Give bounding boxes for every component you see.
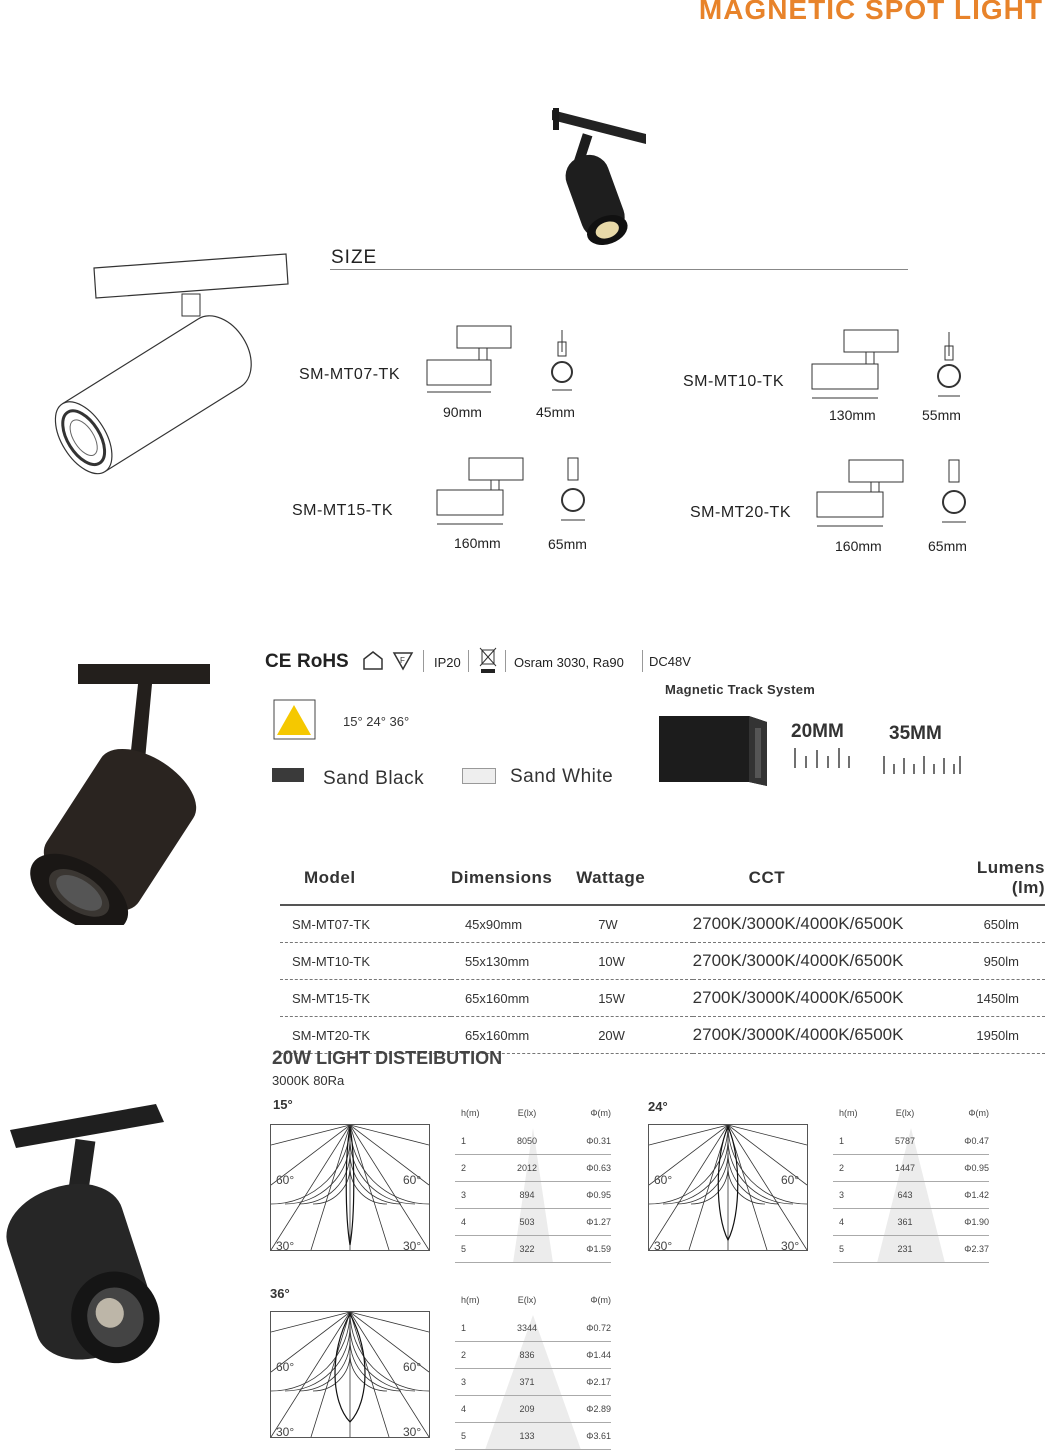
th-height: h(m)	[461, 1295, 480, 1305]
polar-label-60-right: 60°	[403, 1360, 422, 1374]
distribution-wattage: 20W	[272, 1048, 312, 1069]
ce-mark: CE	[265, 651, 292, 672]
th-height: h(m)	[461, 1108, 480, 1118]
th-lux: E(lx)	[895, 1108, 915, 1118]
panel-angle-15: 15°	[273, 1097, 293, 1112]
cell-diameter: Φ0.95	[964, 1163, 989, 1173]
polar-label-60-right: 60°	[781, 1173, 800, 1187]
cell-model: SM-MT10-TK	[280, 943, 451, 980]
cell-height: 1	[461, 1136, 467, 1146]
track-title: Magnetic Track System	[665, 682, 816, 697]
polar-label-30-right: 30°	[403, 1239, 422, 1253]
cell-lumens: 1950lm	[976, 1017, 1045, 1054]
cell-diameter: Φ0.47	[964, 1136, 989, 1146]
cell-model: SM-MT20-TK	[280, 1017, 451, 1054]
distribution-heading: LIGHT DISTEIBUTION	[316, 1048, 503, 1068]
lux-row	[833, 1128, 989, 1155]
distribution-subtitle: 3000K 80Ra	[272, 1073, 345, 1088]
polar-diagram-36	[270, 1311, 430, 1438]
sand-white-swatch	[462, 768, 496, 784]
cell-wattage: 7W	[576, 905, 692, 943]
size-divider	[330, 269, 908, 270]
cell-height: 5	[461, 1431, 467, 1441]
col-lumens: Lumens (lm)	[976, 852, 1045, 905]
size-model-2: SM-MT10-TK	[683, 373, 784, 390]
th-lux: E(lx)	[517, 1108, 537, 1118]
cell-height: 4	[839, 1217, 845, 1227]
polar-label-30-left: 30°	[276, 1239, 295, 1253]
cell-lux: 1447	[894, 1163, 916, 1173]
size-length-3: 160mm	[454, 535, 501, 551]
cert-separator	[642, 650, 643, 672]
size-diameter-4: 65mm	[928, 538, 967, 554]
size-model-3: SM-MT15-TK	[292, 502, 393, 519]
cell-dimensions: 65x160mm	[451, 980, 576, 1017]
lux-row	[833, 1209, 989, 1236]
cell-height: 4	[461, 1217, 467, 1227]
panel-angle-24: 24°	[648, 1099, 668, 1114]
cell-lux: 2012	[516, 1163, 538, 1173]
lux-table-15	[455, 1108, 611, 1263]
cell-height: 5	[839, 1244, 845, 1254]
product-photo-bottom	[6, 1100, 176, 1370]
line-drawing-large	[30, 250, 300, 500]
lux-row	[455, 1209, 611, 1236]
cell-diameter: Φ0.63	[586, 1163, 611, 1173]
cell-dimensions: 55x130mm	[451, 943, 576, 980]
lux-row	[455, 1315, 611, 1342]
led-source: Osram 3030, Ra90	[514, 655, 624, 670]
cell-cct: 2700K/3000K/4000K/6500K	[693, 943, 977, 980]
lux-row	[833, 1155, 989, 1182]
cell-height: 5	[461, 1244, 467, 1254]
product-photo-middle	[30, 660, 215, 925]
lux-row	[455, 1369, 611, 1396]
col-cct: CCT	[693, 852, 977, 905]
lux-row	[455, 1236, 611, 1263]
cert-separator	[505, 650, 506, 672]
cell-diameter: Φ3.61	[586, 1431, 611, 1441]
cell-diameter: Φ1.59	[586, 1244, 611, 1254]
cell-lux: 209	[519, 1404, 535, 1414]
size-length-2: 130mm	[829, 407, 876, 423]
cell-height: 3	[839, 1190, 845, 1200]
cell-diameter: Φ0.31	[586, 1136, 611, 1146]
cert-separator	[423, 650, 424, 672]
spec-table	[280, 852, 1045, 1054]
cell-cct: 2700K/3000K/4000K/6500K	[693, 980, 977, 1017]
spec-header-row	[280, 852, 1045, 905]
lux-row	[455, 1155, 611, 1182]
size-drawing-3	[435, 454, 600, 534]
polar-label-30-right: 30°	[781, 1239, 800, 1253]
cell-lux: 3344	[516, 1323, 538, 1333]
size-model-1: SM-MT07-TK	[299, 366, 400, 383]
beam-angle-icon	[273, 699, 317, 741]
cell-height: 1	[461, 1323, 467, 1333]
page-title: MAGNETIC SPOT LIGHT	[698, 0, 1043, 25]
polar-diagram-15	[270, 1124, 430, 1251]
size-drawing-2	[810, 326, 975, 406]
polar-label-30-left: 30°	[276, 1425, 295, 1439]
th-diameter: Φ(m)	[968, 1108, 989, 1118]
sand-black-swatch	[272, 768, 304, 782]
size-label: SIZE	[331, 247, 378, 268]
cell-height: 2	[461, 1163, 467, 1173]
col-model: Model	[280, 852, 451, 905]
cell-lux: 5787	[894, 1136, 916, 1146]
polar-label-60-left: 60°	[276, 1173, 295, 1187]
cell-lux: 8050	[516, 1136, 538, 1146]
track-20mm-label: 20MM	[791, 721, 844, 742]
size-diameter-3: 65mm	[548, 536, 587, 552]
cell-model: SM-MT07-TK	[280, 905, 451, 943]
voltage: DC48V	[649, 654, 691, 669]
cell-cct: 2700K/3000K/4000K/6500K	[693, 905, 977, 943]
cell-wattage: 10W	[576, 943, 692, 980]
cell-diameter: Φ1.44	[586, 1350, 611, 1360]
table-row	[280, 905, 1045, 943]
cell-diameter: Φ1.90	[964, 1217, 989, 1227]
rohs-mark: RoHS	[297, 651, 349, 672]
cell-wattage: 20W	[576, 1017, 692, 1054]
cell-height: 2	[461, 1350, 467, 1360]
table-row	[280, 943, 1045, 980]
svg-text:F: F	[400, 656, 405, 665]
track-35mm-label: 35MM	[889, 723, 942, 744]
th-height: h(m)	[839, 1108, 858, 1118]
size-diameter-2: 55mm	[922, 407, 961, 423]
polar-label-60-left: 60°	[276, 1360, 295, 1374]
polar-label-60-left: 60°	[654, 1173, 673, 1187]
cell-height: 4	[461, 1404, 467, 1414]
weee-icon	[478, 646, 498, 674]
cell-diameter: Φ2.89	[586, 1404, 611, 1414]
distribution-title	[272, 1048, 502, 1070]
cell-diameter: Φ2.17	[586, 1377, 611, 1387]
lux-table-36	[455, 1295, 611, 1450]
table-row	[280, 980, 1045, 1017]
cell-lux: 133	[519, 1431, 535, 1441]
cell-lumens: 1450lm	[976, 980, 1045, 1017]
cell-diameter: Φ1.27	[586, 1217, 611, 1227]
polar-label-30-right: 30°	[403, 1425, 422, 1439]
lux-row	[455, 1182, 611, 1209]
cell-dimensions: 65x160mm	[451, 1017, 576, 1054]
cell-diameter: Φ0.95	[586, 1190, 611, 1200]
cell-lux: 322	[519, 1244, 535, 1254]
size-drawing-1	[425, 322, 590, 397]
cell-dimensions: 45x90mm	[451, 905, 576, 943]
cell-model: SM-MT15-TK	[280, 980, 451, 1017]
cell-lux: 503	[519, 1217, 535, 1227]
col-wattage: Wattage	[576, 852, 692, 905]
cell-height: 2	[839, 1163, 845, 1173]
size-model-4: SM-MT20-TK	[690, 504, 791, 521]
track-20mm-profile	[790, 746, 852, 770]
size-drawing-4	[815, 456, 980, 536]
cell-lux: 231	[897, 1244, 913, 1254]
lux-row	[455, 1128, 611, 1155]
track-photo	[657, 710, 769, 790]
cell-height: 1	[839, 1136, 845, 1146]
lux-row	[455, 1396, 611, 1423]
lux-row	[833, 1236, 989, 1263]
beam-angles: 15° 24° 36°	[343, 714, 410, 729]
cell-lux: 643	[897, 1190, 913, 1200]
lux-row	[455, 1342, 611, 1369]
size-length-4: 160mm	[835, 538, 882, 554]
polar-label-30-left: 30°	[654, 1239, 673, 1253]
cell-lumens: 650lm	[976, 905, 1045, 943]
panel-angle-36: 36°	[270, 1286, 290, 1301]
polar-diagram-24	[648, 1124, 808, 1251]
ip-rating: IP20	[434, 655, 461, 670]
lux-row	[833, 1182, 989, 1209]
cell-lumens: 950lm	[976, 943, 1045, 980]
cell-lux: 836	[519, 1350, 535, 1360]
size-length-1: 90mm	[443, 404, 482, 420]
cell-diameter: Φ1.42	[964, 1190, 989, 1200]
sand-white-label: Sand White	[510, 766, 614, 787]
col-dimensions: Dimensions	[451, 852, 576, 905]
size-diameter-1: 45mm	[536, 404, 575, 420]
cell-wattage: 15W	[576, 980, 692, 1017]
cell-lux: 371	[519, 1377, 535, 1387]
th-diameter: Φ(m)	[590, 1295, 611, 1305]
cell-diameter: Φ0.72	[586, 1323, 611, 1333]
cell-diameter: Φ2.37	[964, 1244, 989, 1254]
sand-black-label: Sand Black	[323, 768, 425, 789]
lux-row	[455, 1423, 611, 1450]
product-photo-top	[548, 104, 648, 254]
cell-height: 3	[461, 1377, 467, 1387]
cell-cct: 2700K/3000K/4000K/6500K	[693, 1017, 977, 1054]
cell-height: 3	[461, 1190, 467, 1200]
th-lux: E(lx)	[517, 1295, 537, 1305]
class-icons	[362, 649, 414, 673]
cell-lux: 361	[897, 1217, 913, 1227]
polar-label-60-right: 60°	[403, 1173, 422, 1187]
track-35mm-profile	[880, 752, 964, 776]
th-diameter: Φ(m)	[590, 1108, 611, 1118]
lux-table-24	[833, 1108, 989, 1263]
cell-lux: 894	[519, 1190, 535, 1200]
cert-separator	[468, 650, 469, 672]
